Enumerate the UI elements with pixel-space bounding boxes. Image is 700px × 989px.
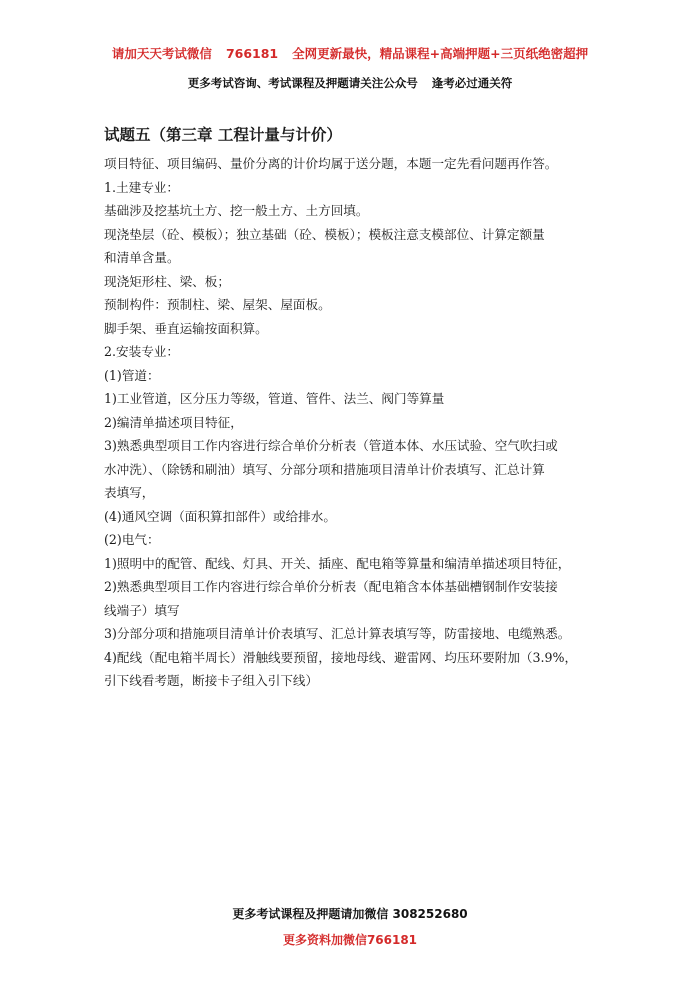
document-line: 1)照明中的配管、配线、灯具、开关、插座、配电箱等算量和编清单描述项目特征，	[104, 555, 571, 571]
document-line: 2)熟悉典型项目工作内容进行综合单价分析表（配电箱含本体基础槽钢制作安装接	[104, 579, 558, 594]
document-line: 项目特征、项目编码、量价分离的计价均属于送分题，本题一定先看问题再作答。	[104, 156, 558, 171]
document-line: 基础涉及挖基坑土方、挖一般土方、土方回填。	[104, 203, 369, 218]
document-line: 水冲洗）、（除锈和刷油）填写、分部分项和措施项目清单计价表填写、汇总计算	[104, 461, 545, 477]
document-line: (4)通风空调（面积算扣部件）或给排水。	[104, 508, 336, 524]
document-line: 预制构件：预制柱、梁、屋架、屋面板。	[104, 297, 331, 312]
promo-text-2: 全网更新最快，精品课程+高端押题+三页纸绝密超押	[292, 46, 589, 61]
document-line: 表填写，	[104, 485, 155, 500]
document-line: 3)分部分项和措施项目清单计价表填写、汇总计算表填写等，防雷接地、电缆熟悉。	[104, 626, 571, 641]
document-line: 1.土建专业：	[104, 179, 179, 195]
document-line: 脚手架、垂直运输按面积算。	[104, 320, 268, 336]
document-line: 和清单含量。	[104, 250, 180, 265]
document-line: 现浇矩形柱、梁、板；	[104, 273, 230, 289]
document-line: 2.安装专业：	[104, 344, 179, 359]
sub-text-2: 逢考必过通关符	[431, 76, 513, 90]
document-line: (2)电气：	[104, 532, 160, 547]
document-body	[104, 124, 600, 693]
document-line: (1)管道：	[104, 367, 160, 383]
document-line: 3)熟悉典型项目工作内容进行综合单价分析表（管道本体、水压试验、空气吹扫或	[104, 438, 558, 453]
promo-wechat-id: 766181	[225, 46, 279, 61]
document-line: 线端子）填写	[104, 602, 180, 618]
document-line: 引下线看考题，断接卡子组入引下线）	[104, 673, 319, 688]
footer-wechat-line: 更多考试课程及押题请加微信 308252680	[232, 907, 468, 921]
promo-text-1: 请加天天考试微信	[111, 46, 212, 61]
sub-text-1: 更多考试咨询、考试课程及押题请关注公众号	[187, 76, 418, 90]
document-line: 4)配线（配电箱半周长）滑触线要预留，接地母线、避雷网、均压环要附加（3.9%，	[104, 649, 578, 665]
document-lines	[104, 152, 600, 693]
document-title: 试题五（第三章 工程计量与计价）	[104, 126, 342, 144]
document-line: 1)工业管道，区分压力等级，管道、管件、法兰、阀门等算量	[104, 391, 445, 406]
header-subline	[0, 75, 700, 91]
footer-resources-line: 更多资料加微信766181	[282, 933, 418, 947]
document-line: 2)编清单描述项目特征，	[104, 414, 243, 430]
document-line: 现浇垫层（砼、模板）；独立基础（砼、模板）；模板注意支模部位、计算定额量	[104, 226, 545, 242]
header-promo	[0, 44, 700, 62]
